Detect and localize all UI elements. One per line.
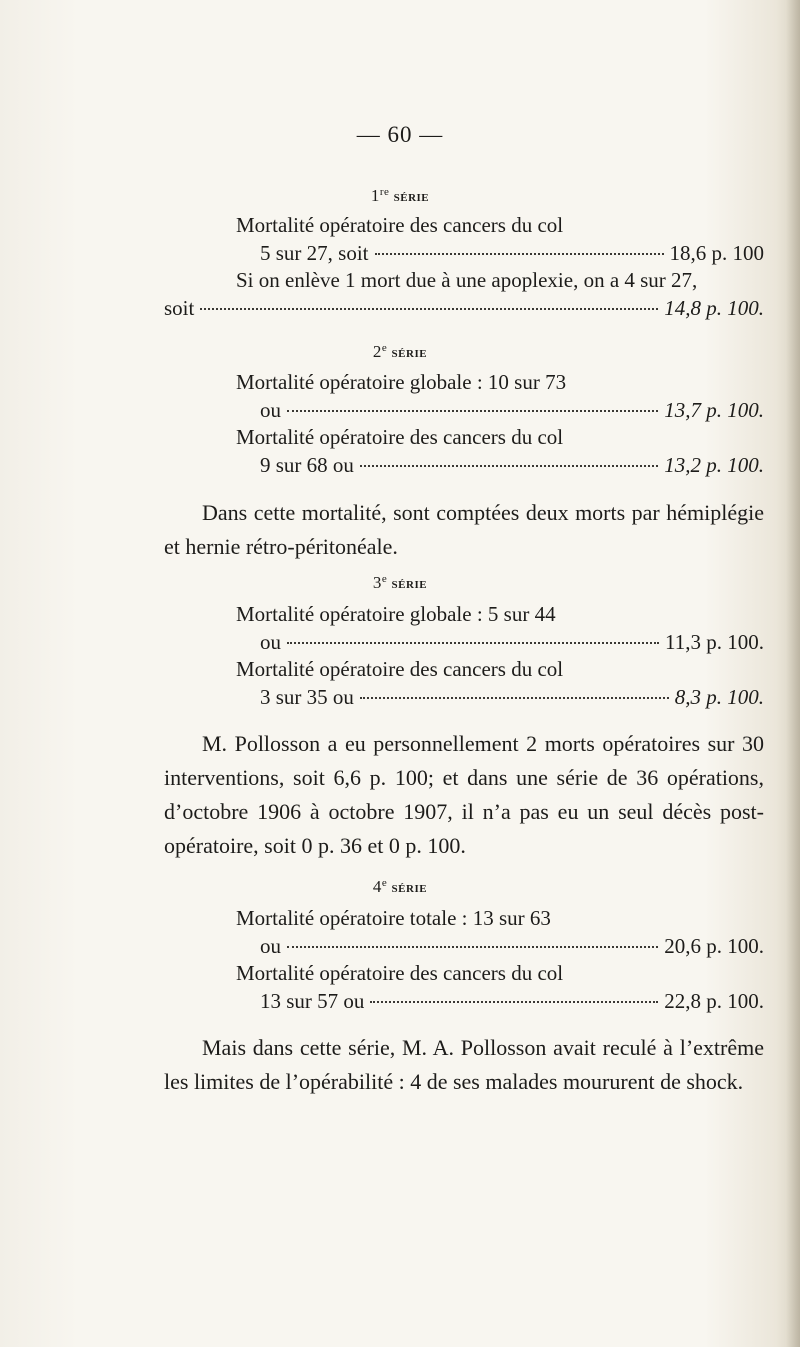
series-2-leader-2: 9 sur 68 ou 13,2 p. 100. bbox=[260, 453, 764, 477]
series-1-line: Mortalité opératoire des cancers du col bbox=[236, 213, 564, 237]
series-1-extra: Si on enlève 1 mort due à une apoplexie, on a 4 sur 27, bbox=[236, 268, 698, 292]
series-4-leader-1: ou 20,6 p. 100. bbox=[260, 934, 764, 958]
series-3-title: 3e série bbox=[372, 573, 428, 592]
series-4-title: 4e série bbox=[372, 877, 428, 896]
series-2-leader-1: ou 13,7 p. 100. bbox=[260, 398, 764, 422]
series-3-line-1: Mortalité opératoire globale : 5 sur 44 bbox=[236, 602, 556, 626]
series-4-line-1: Mortalité opératoire totale : 13 sur 63 bbox=[236, 906, 551, 930]
series-2-title: 2e série bbox=[372, 342, 428, 361]
series-4-line-2: Mortalité opératoire des cancers du col bbox=[236, 961, 564, 985]
paragraph-1: Dans cette mortalité, sont comptées deux morts par hémiplégie et hernie rétro-péritonéale. bbox=[164, 500, 764, 559]
series-1-leader: 5 sur 27, soit 18,6 p. 100 bbox=[260, 241, 764, 265]
series-3-leader-1: ou 11,3 p. 100. bbox=[260, 630, 764, 654]
series-2-line-1: Mortalité opératoire globale : 10 sur 73 bbox=[236, 370, 567, 394]
series-1-title: 1re série bbox=[370, 186, 430, 205]
series-3-leader-2: 3 sur 35 ou 8,3 p. 100. bbox=[260, 685, 764, 709]
paragraph-2: M. Pollosson a eu personnellement 2 morts opératoires sur 30 interventions, soit 6,6 p. 100; et dans une série de 36 opérations, d’octobre 1906 à octobre 1907, il n’a pas eu un seul décès post-opératoire, soit 0 p. 36 et 0 p. 100. bbox=[164, 731, 764, 858]
series-3-line-2: Mortalité opératoire des cancers du col bbox=[236, 657, 564, 681]
series-4-leader-2: 13 sur 57 ou 22,8 p. 100. bbox=[260, 989, 764, 1013]
series-1-extra-leader: soit 14,8 p. 100. bbox=[164, 296, 764, 320]
series-2-line-2: Mortalité opératoire des cancers du col bbox=[236, 425, 564, 449]
paragraph-3: Mais dans cette série, M. A. Pollosson avait reculé à l’extrême les limites de l’opérabilité : 4 de ses malades moururent de shock. bbox=[164, 1035, 764, 1094]
page-number: — 60 — bbox=[356, 122, 444, 147]
